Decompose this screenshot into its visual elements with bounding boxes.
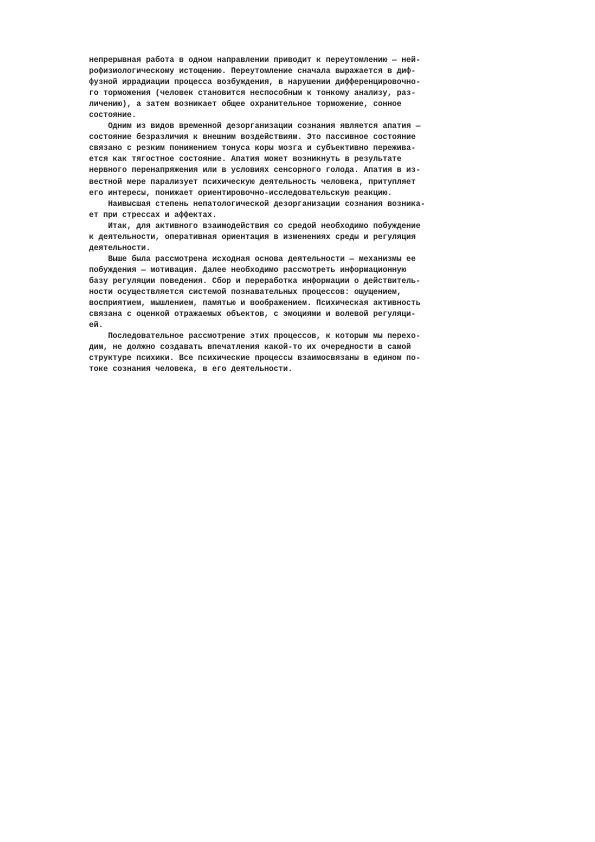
text-line: связана с оценкой отражаемых объектов, с эмоциями и волевой регуляци- [89, 310, 416, 320]
text-line: непрерывная работа в одном направлении приводит к переутомлению — ней- [89, 56, 421, 65]
text-line: Одним из видов временной дезорганизации сознания является апатия — [89, 122, 421, 132]
text-line: ности осуществляется системой познавательных процессов: ощущением, [89, 287, 402, 297]
text-line: к деятельности, оперативная ориентация в изменениях среды и регуляция [89, 232, 416, 242]
text-line: ется как тягостное состояние. Апатия может возникнуть в результате [89, 155, 402, 165]
text-line: его интересы, понижает ориентировочно-исследовательскую реакцию. [89, 188, 393, 198]
text-line: нервного перенапряжения или в условиях сенсорного голода. Апатия в из- [89, 166, 421, 176]
text-line: состояние безразличия к внешним воздействиям. Это пассивное состояние [89, 133, 416, 143]
text-line: дим, не должно создавать впечатления какой-то их очередности в самой [89, 343, 411, 353]
body-text [89, 55, 509, 375]
text-line: фузной иррадиации процесса возбуждения, в нарушении дифференцировочно- [89, 78, 421, 88]
text-line: вестной мере парализует психическую деятельность человека, притупляет [89, 177, 416, 187]
text-line: Выше была рассмотрена исходная основа деятельности — механизмы ее [89, 254, 416, 264]
text-line: ей. [89, 321, 104, 331]
text-line: рофизиологическому истощению. Переутомление сначала выражается в диф- [89, 67, 416, 77]
text-line: базу регуляции поведения. Сбор и переработка информации о действитель- [89, 276, 421, 286]
text-line: структуре психики. Все психические процессы взаимосвязаны в едином по- [89, 354, 421, 364]
text-line: восприятием, мышлением, памятью и воображением. Психическая активность [89, 299, 421, 309]
text-line: личению), а затем возникает общее охранительное торможение, сонное [89, 100, 402, 110]
text-line: деятельности. [89, 243, 151, 253]
text-line: ет при стрессах и аффектах. [89, 210, 217, 220]
text-line: Наивысшая степень непатологической дезорганизации сознания возника- [89, 199, 426, 209]
text-line: побуждения — мотивация. Далее необходимо рассмотреть информационную [89, 265, 407, 275]
text-line: связано с резким понижением тонуса коры мозга и субъективно пережива- [89, 144, 416, 154]
text-line: состояние. [89, 111, 137, 121]
text-line: го торможения (человек становится неспособным к тонкому анализу, раз- [89, 89, 416, 99]
text-line: Итак, для активного взаимодействия со средой необходимо побуждение [89, 221, 421, 231]
text-line: Последовательное рассмотрение этих процессов, к которым мы перехо- [89, 332, 421, 342]
text-line: токе сознания человека, в его деятельности. [89, 365, 293, 375]
